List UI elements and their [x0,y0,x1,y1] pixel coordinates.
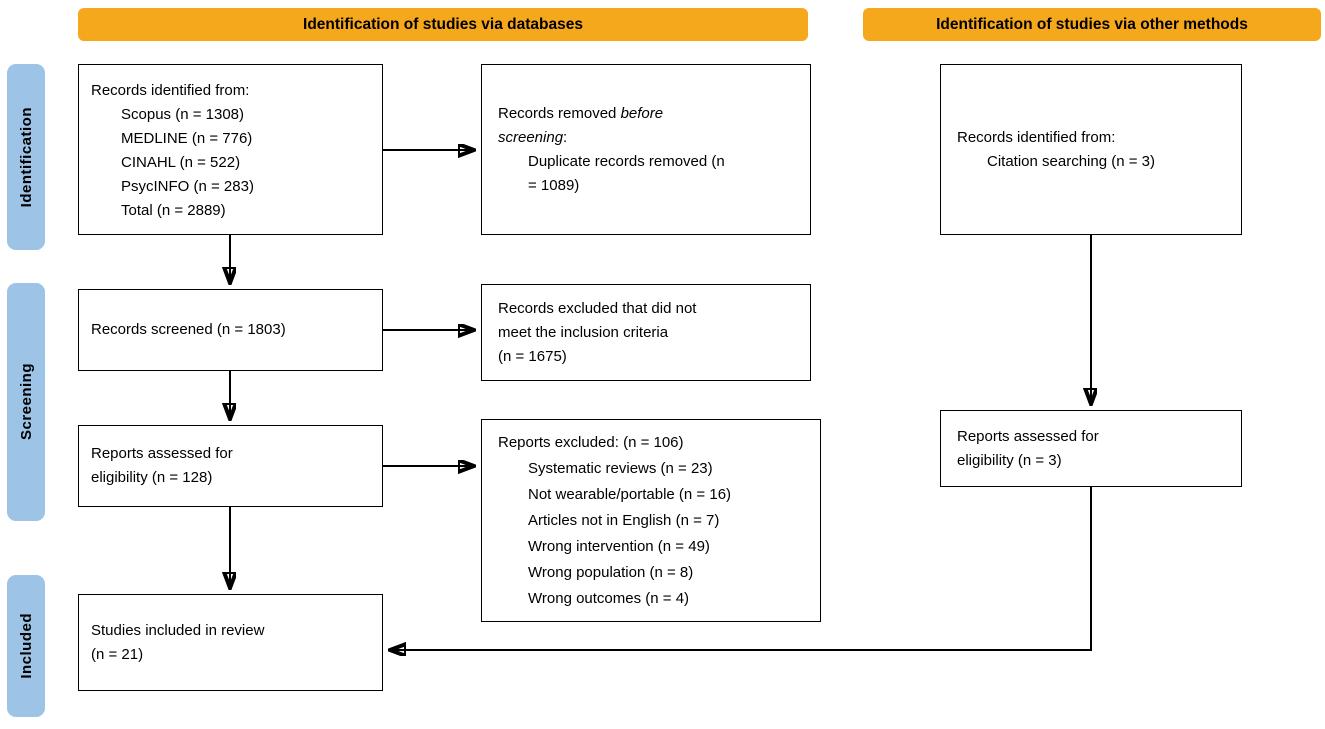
text-line: MEDLINE (n = 776) [121,130,253,147]
text-line: Studies included in review [91,621,265,639]
text-line: Scopus (n = 1308) [121,106,244,123]
text-line: Records excluded that did not [498,299,697,317]
text-line: = 1089) [528,176,580,194]
text-line: eligibility (n = 3) [957,451,1062,469]
text-line [498,102,794,126]
text-span: Records removed [498,104,621,122]
text-line [498,126,794,150]
text-line: Citation searching (n = 3) [987,152,1156,170]
text-line: Reports assessed for [91,445,233,462]
text-line: Total (n = 2889) [121,202,226,219]
text-line: Reports excluded: (n = 106) [498,434,684,451]
box-studies-included [78,594,383,691]
box-reports-assessed-databases [78,425,383,507]
stage-included-label: Included [17,613,35,679]
box-records-screened [78,289,383,371]
box-records-identified-databases [78,64,383,235]
text-line: PsycINFO (n = 283) [121,178,254,195]
box-reports-excluded [481,419,821,622]
stage-identification [7,64,45,250]
box-records-removed [481,64,811,235]
text-line: CINAHL (n = 522) [121,154,241,171]
stage-screening-label: Screening [17,363,35,441]
box-records-excluded [481,284,811,381]
header-databases-banner: Identification of studies via databases [78,8,808,41]
text-line: Reports assessed for [957,427,1099,445]
text-line: Not wearable/portable (n = 16) [528,486,732,503]
text-span-italic: screening [498,128,564,146]
text-span: : [563,128,568,146]
text-line: Articles not in English (n = 7) [528,512,720,529]
text-line: Records identified from: [91,82,250,99]
text-line: Wrong intervention (n = 49) [528,538,710,555]
stage-screening [7,283,45,521]
text-line: Systematic reviews (n = 23) [528,460,713,477]
stage-identification-label: Identification [17,106,35,208]
text-line: Records identified from: [957,128,1116,146]
text-line: (n = 1675) [498,347,567,365]
text-span-italic: before [620,104,664,122]
text-line: Duplicate records removed (n [528,152,725,170]
stage-included [7,575,45,717]
text-line: meet the inclusion criteria [498,323,669,341]
text-line: (n = 21) [91,645,144,663]
header-other-methods-banner: Identification of studies via other methods [863,8,1321,41]
text-line: Wrong population (n = 8) [528,564,694,581]
text-line: Records screened (n = 1803) [91,321,286,338]
text-line: eligibility (n = 128) [91,469,213,486]
box-records-identified-other [940,64,1242,235]
box-reports-assessed-other [940,410,1242,487]
text-line: Wrong outcomes (n = 4) [528,590,690,607]
